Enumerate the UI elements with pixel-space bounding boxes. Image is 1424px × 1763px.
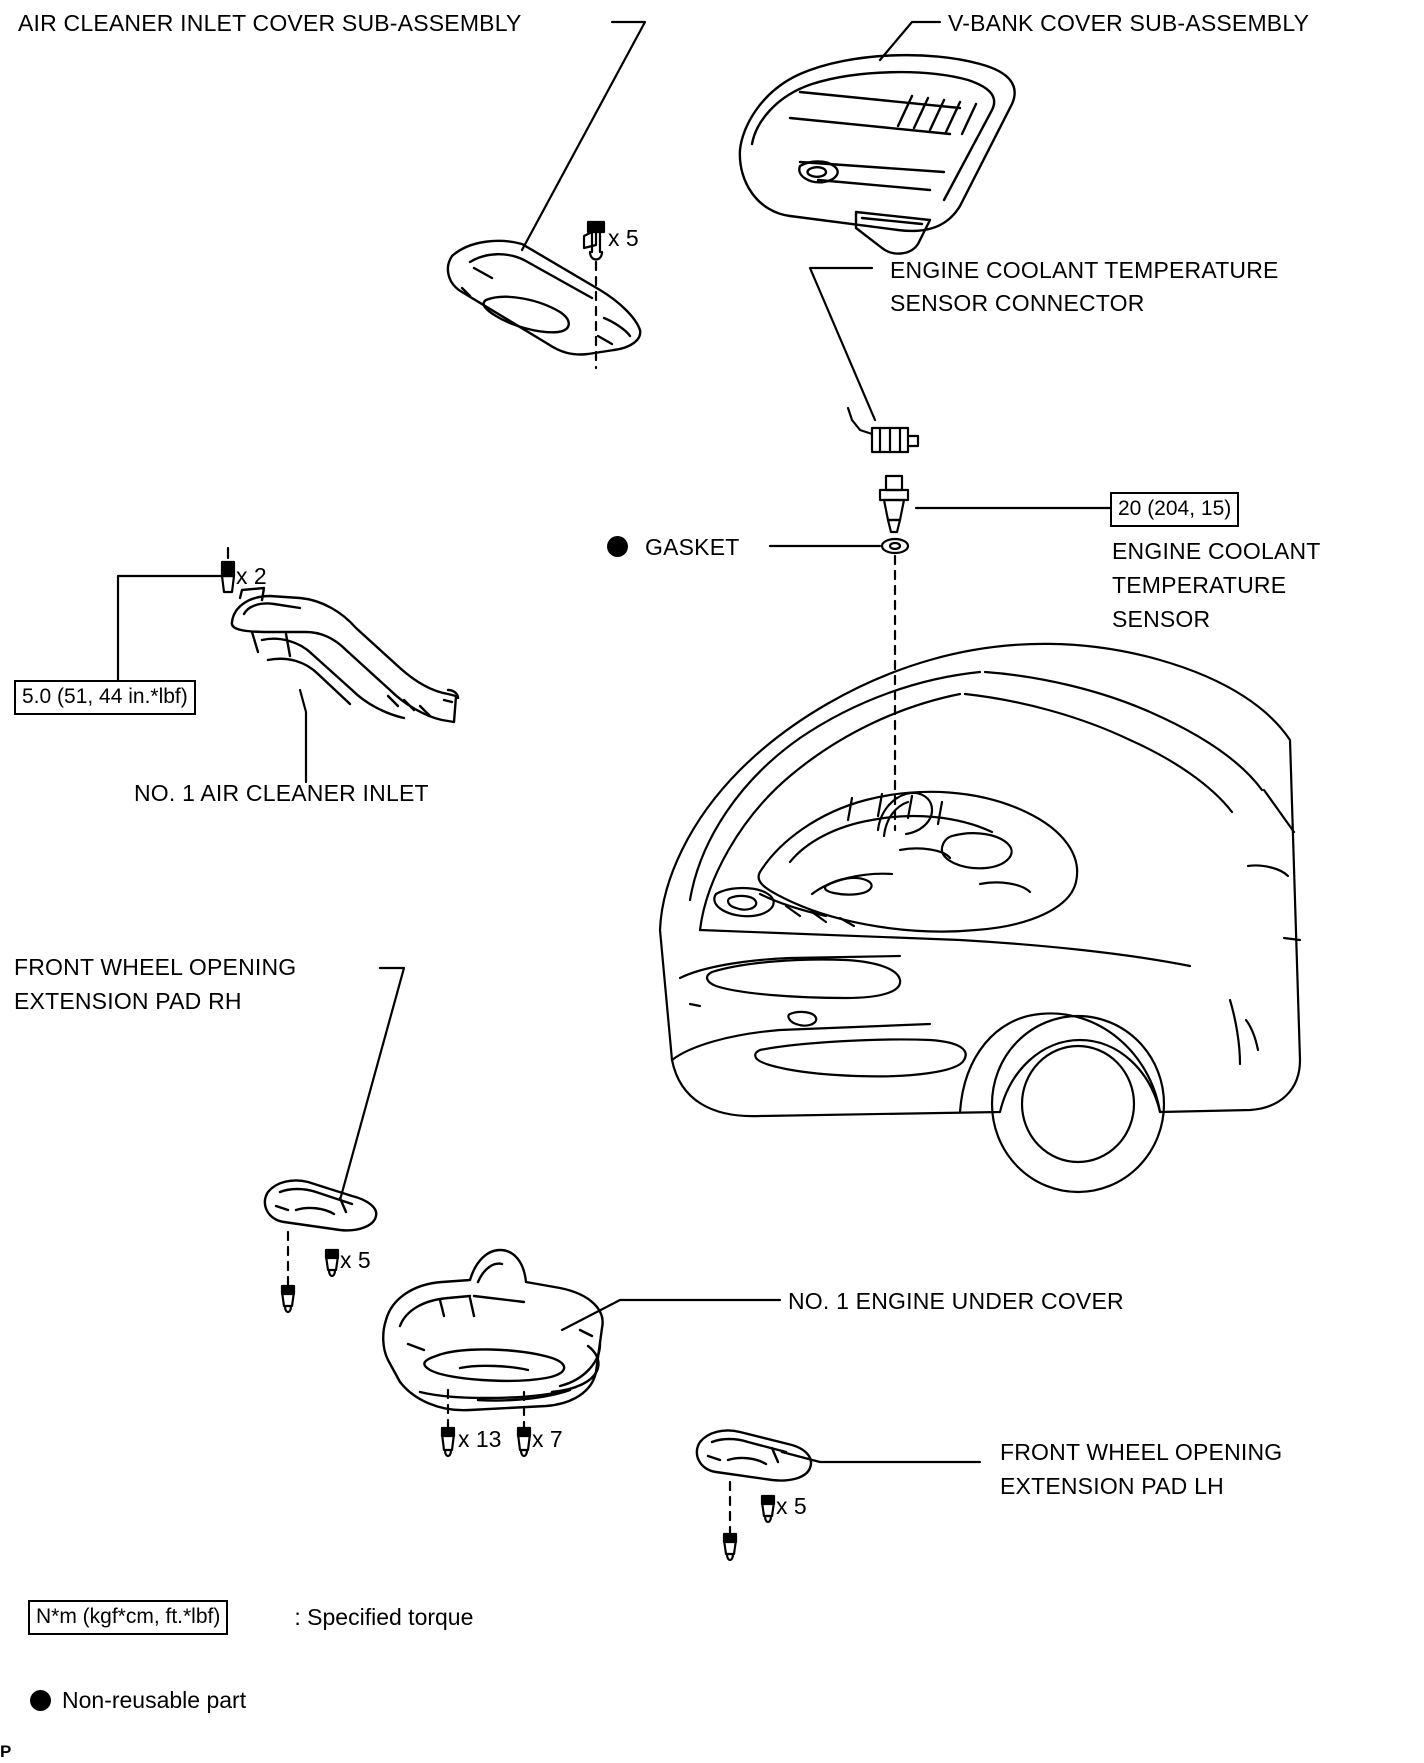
label-front-wheel-pad-lh-line2: EXTENSION PAD LH — [1000, 1473, 1224, 1499]
qty-air-cleaner-inlet-bolts: x 2 — [236, 563, 267, 589]
legend-torque-key: N*m (kgf*cm, ft.*lbf) — [28, 1600, 228, 1635]
label-ect-sensor-line3: SENSOR — [1112, 606, 1211, 632]
torque-spec-ect-sensor: 20 (204, 15) — [1110, 492, 1239, 527]
label-no1-air-cleaner-inlet: NO. 1 AIR CLEANER INLET — [134, 780, 429, 806]
qty-under-cover-bolts: x 13 — [458, 1426, 502, 1452]
non-reusable-legend-marker — [30, 1690, 51, 1711]
label-ect-sensor-connector-line2: SENSOR CONNECTOR — [890, 290, 1145, 316]
legend-torque-description: : Specified torque — [288, 1604, 474, 1630]
non-reusable-marker-gasket — [607, 536, 628, 557]
torque-spec-air-cleaner-inlet: 5.0 (51, 44 in.*lbf) — [14, 680, 196, 715]
label-front-wheel-pad-lh-line1: FRONT WHEEL OPENING — [1000, 1439, 1283, 1465]
label-front-wheel-pad-rh-line1: FRONT WHEEL OPENING — [14, 954, 297, 980]
qty-pad-lh-clips: x 5 — [776, 1493, 807, 1519]
label-ect-sensor-line2: TEMPERATURE — [1112, 572, 1287, 598]
label-v-bank-cover: V-BANK COVER SUB-ASSEMBLY — [948, 10, 1310, 36]
label-ect-sensor-line1: ENGINE COOLANT — [1112, 538, 1321, 564]
legend-non-reusable: Non-reusable part — [62, 1687, 247, 1713]
qty-pad-rh-clips: x 5 — [340, 1247, 371, 1273]
label-no1-engine-under-cover: NO. 1 ENGINE UNDER COVER — [788, 1288, 1124, 1314]
label-air-cleaner-inlet-cover: AIR CLEANER INLET COVER SUB-ASSEMBLY — [18, 10, 522, 36]
label-ect-sensor-connector-line1: ENGINE COOLANT TEMPERATURE — [890, 257, 1279, 283]
label-front-wheel-pad-rh-line2: EXTENSION PAD RH — [14, 988, 242, 1014]
qty-under-cover-clips: x 7 — [532, 1426, 563, 1452]
qty-inlet-cover-clips: x 5 — [608, 225, 639, 251]
label-gasket: GASKET — [645, 534, 740, 560]
page-marker: P — [0, 1742, 12, 1761]
